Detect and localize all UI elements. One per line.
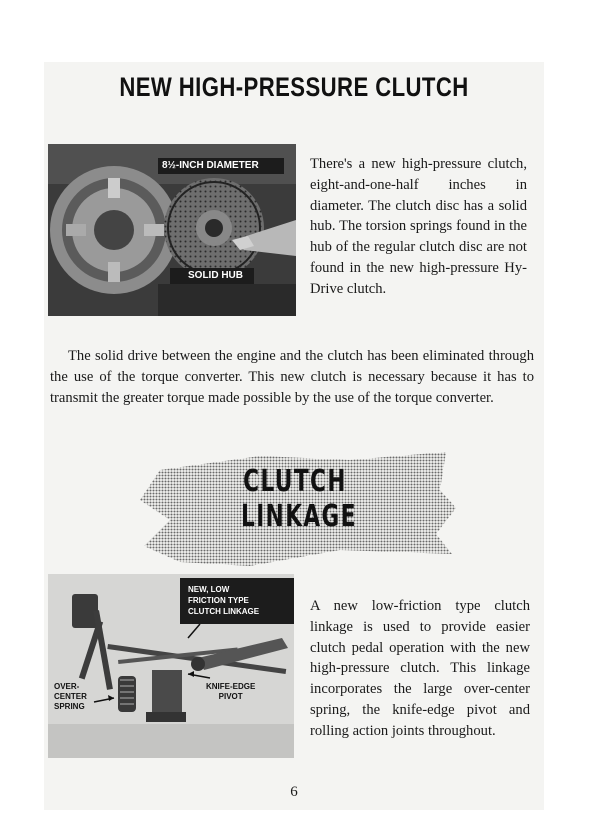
manual-page [44,62,544,810]
knife-edge-pivot-label [206,682,255,702]
diameter-caption: 8½-INCH DIAMETER [162,160,259,171]
section-heading-line2: LINKAGE [241,499,357,534]
paragraph-clutch: There's a new high-pressure clutch, eight-and-one-half inches in diameter. The clutch disc has a solid hub. The torsion springs found in the hub of the regular clutch disc are not found in the new high-pressure Hy-Drive clutch. [310,156,527,297]
paragraph-linkage: A new low-friction type clutch linkage is used to provide easier clutch pedal operation with the new high-pressure clutch. This linkage incorporates the large over-center spring, the knife-edge pivot and rolling action joints throughout. [310,598,530,739]
spring-label-line1: OVER- [54,682,80,691]
pivot-label-line1: KNIFE-EDGE [206,682,256,691]
linkage-caption-box [188,584,259,617]
spring-label-line2: CENTER [54,692,87,701]
spring-label-line3: SPRING [54,702,85,711]
section-heading-line1: CLUTCH [243,464,347,499]
page-title: NEW HIGH-PRESSURE CLUTCH [119,72,469,102]
paragraph-torque: The solid drive between the engine and the clutch has been eliminated through the use of the torque converter. This new clutch is necessary because it has to transmit the greater torque made possible by the use of the torque converter. [50,348,534,406]
linkage-caption-line3: CLUTCH LINKAGE [188,607,260,616]
pivot-label-line2: PIVOT [218,692,243,701]
linkage-photo [48,574,294,758]
clutch-photo [48,144,296,316]
page-number: 6 [290,784,298,800]
section-heading [241,464,357,534]
solid-hub-caption: SOLID HUB [188,270,243,281]
over-center-spring-label [54,682,87,712]
linkage-caption-line1: NEW, LOW [188,585,230,594]
linkage-caption-line2: FRICTION TYPE [188,596,249,605]
